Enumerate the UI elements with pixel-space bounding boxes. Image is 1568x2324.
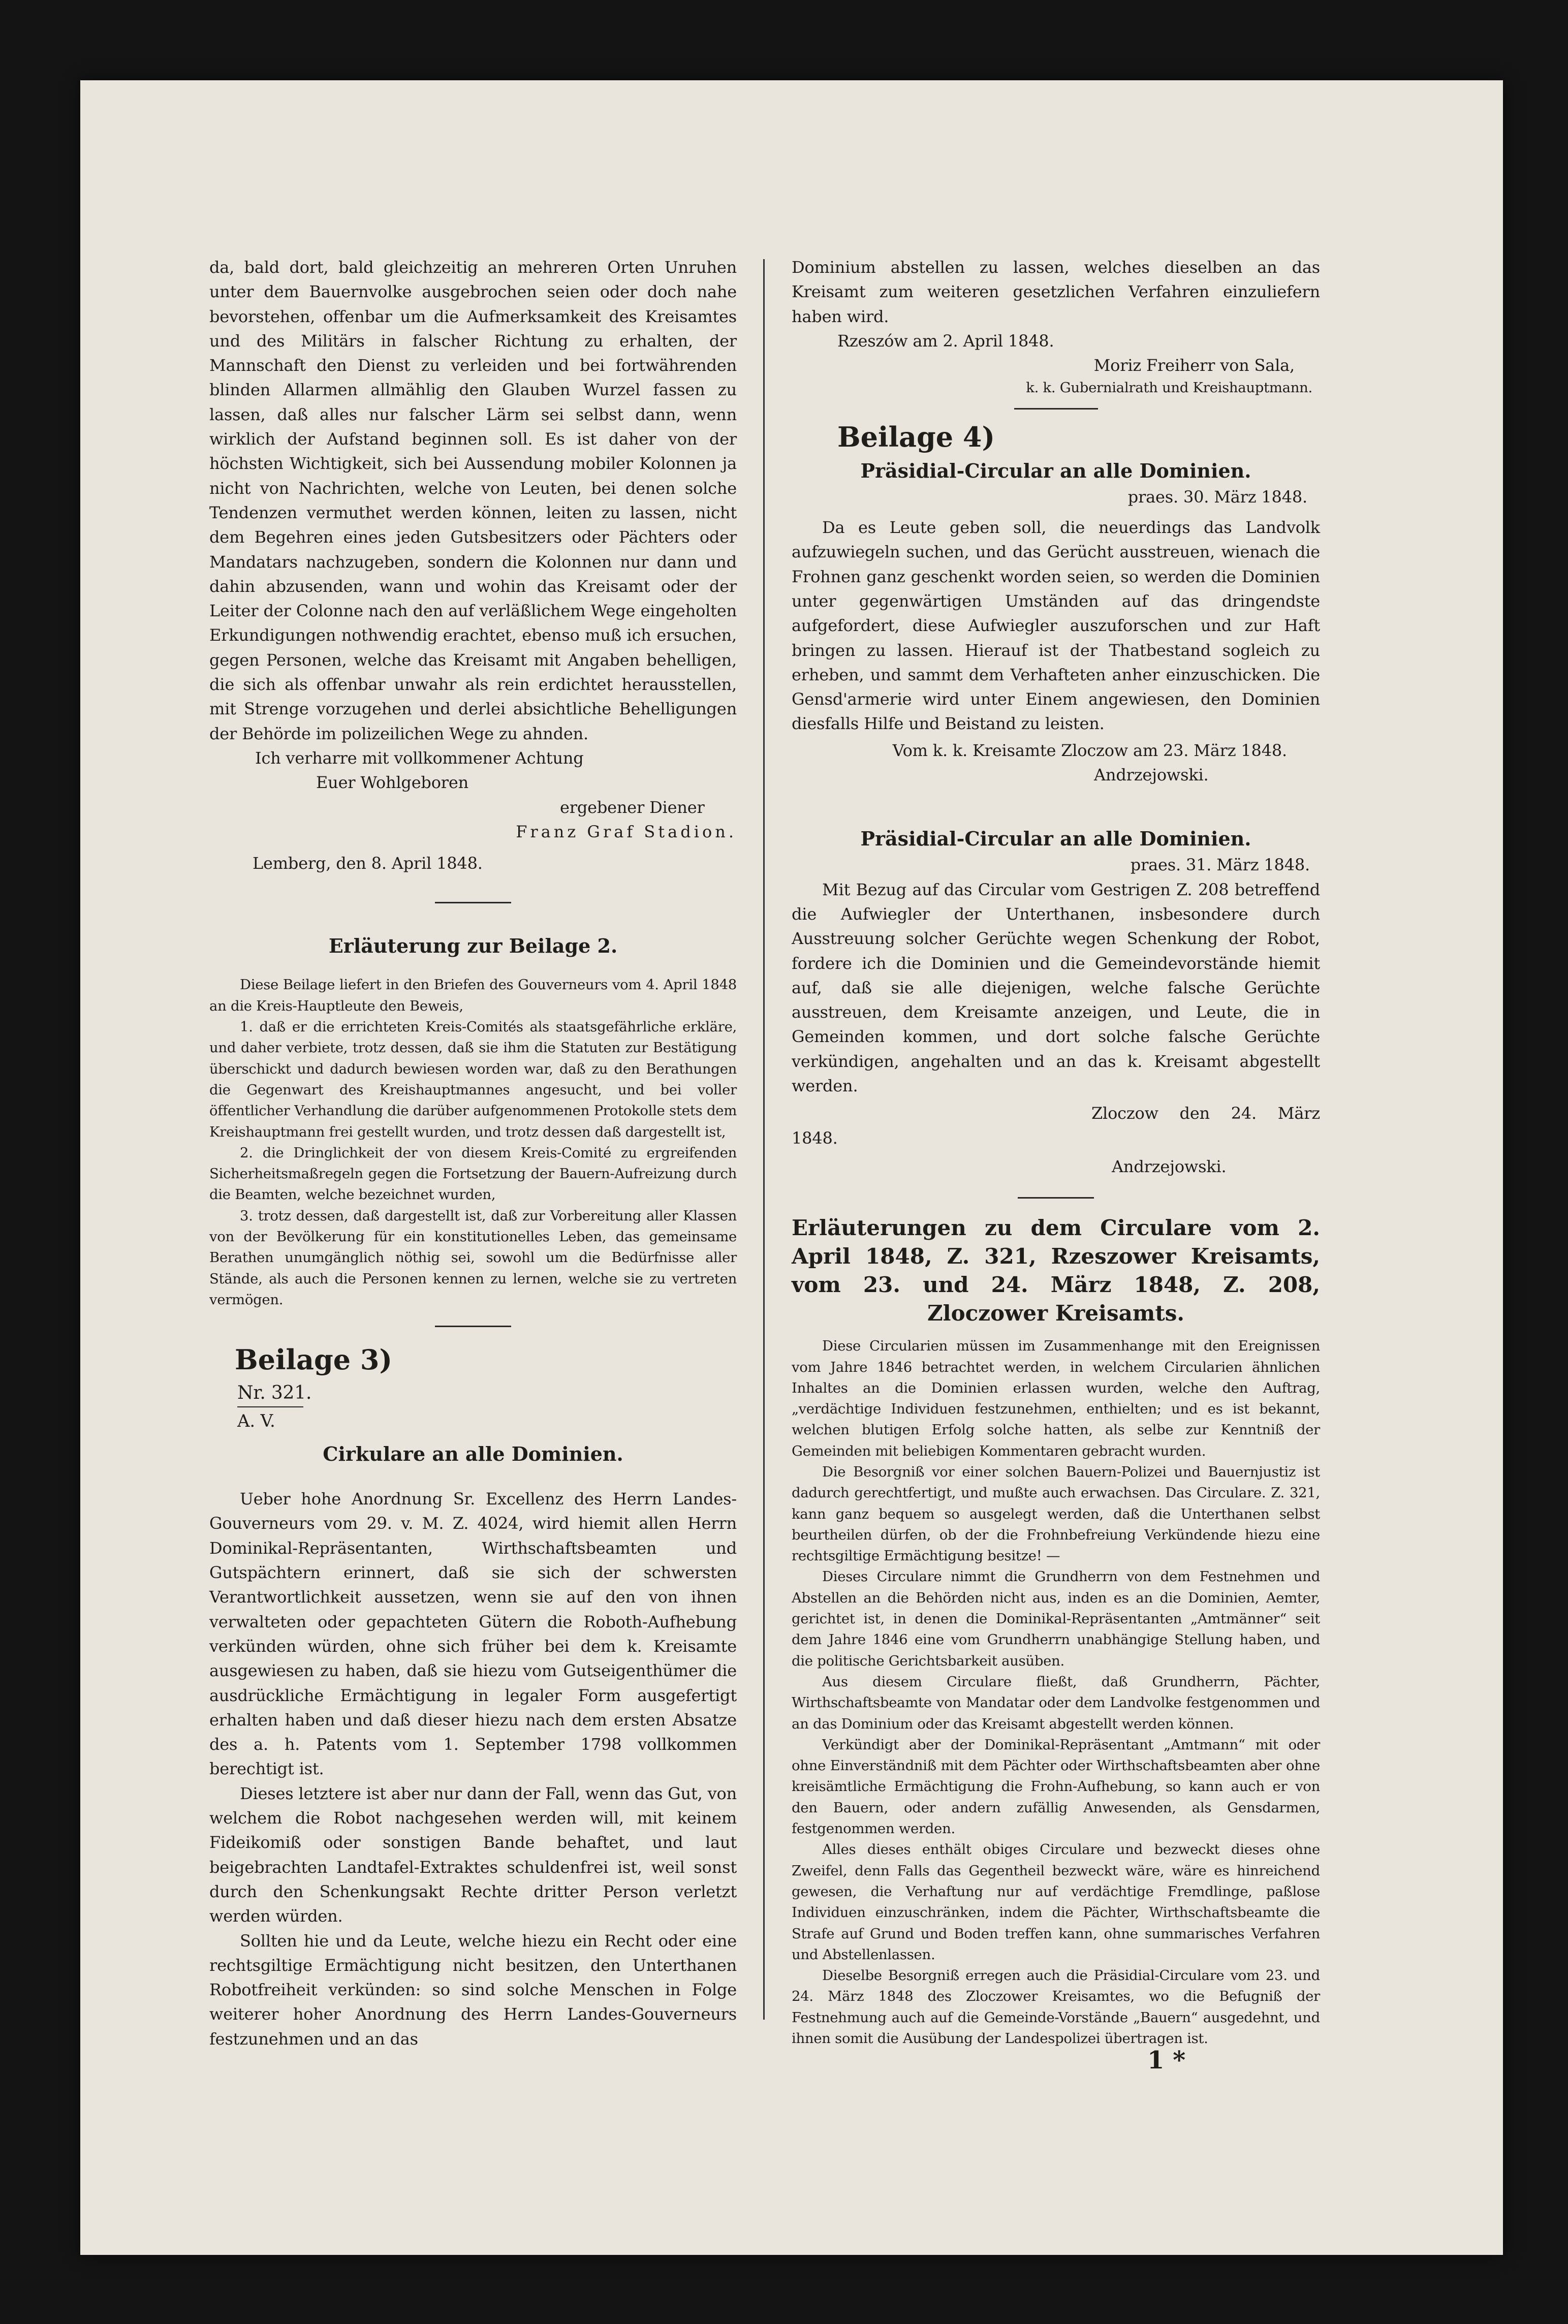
circular-2-dateline: Zloczow den 24. März 1848. [792, 1104, 1320, 1148]
circular-1-heading: Präsidial-Circular an alle Dominien. [860, 459, 1251, 482]
erlaeuterungen-paragraph-6: Alles dieses enthält obiges Circulare und bezweckt dieses ohne Zweifel, denn Falls das Gegentheil bezweckt wäre, wäre es hinreichend gewesen, die Verhaftung nur auf verdächtige Fremdlinge, paßlose Individuen einzuschränken, indem die Pächter, Wirthschaftsbeamte die Strafe auf Grund und Boden treffen kann, ohne summarisches Verfahren und Abstellenlassen. [792, 1841, 1320, 1963]
letter-salutation: Euer Wohlgeboren [316, 773, 469, 793]
circular-2-praes: praes. 31. März 1848. [1130, 855, 1310, 875]
erlaeuterungen-paragraph-1: Diese Circularien müssen im Zusammenhange mit den Ereignissen vom Jahre 1846 betrachtet werden, in welchem Circularien ähnlichen Inhaltes an die Dominien erlassen wurden, welche den Auftrag, „verdächtige Individuen festzunehmen, enthielten; und es ist bekannt, welchen blutigen Erfolg solche hatten, als selbe zur Kenntniß der Gemeinden mit beliebigen Kommentaren gebracht wurden. [792, 1338, 1320, 1459]
left-column [209, 255, 737, 2051]
erlaeuterungen-paragraph-7: Dieselbe Besorgniß erregen auch die Präsidial-Circulare vom 23. und 24. März 1848 des Zloczower Kreisamtes, wo die Befugniß der Festnehmung auch auf die Gemeinde-Vorstände „Bauern“ ausgedehnt, und ihnen somit die Ausübung der Landespolizei übertragen ist. [792, 1967, 1320, 2047]
sala-signature: Moriz Freiherr von Sala, [1093, 356, 1295, 375]
section-rule [1018, 1197, 1094, 1199]
erlaeuterungen-heading: Erläuterungen zu dem Circulare vom 2. April 1848, Z. 321, Rzeszower Kreisamts, vom 23. und 24. März 1848, Z. 208, Zloczower Kreisamts. [792, 1215, 1320, 1326]
sala-title: k. k. Gubernialrath und Kreishauptmann. [1026, 380, 1312, 396]
cirkulare-paragraph-2: Dieses letztere ist aber nur dann der Fall, wenn das Gut, von welchem die Robot nachgesehen werden will, mit keinem Fideikomiß oder sonstigen Bande behaftet, und laut beigebrachten Landtafel-Extraktes schuldenfrei ist, weil sonst durch den Schenkungsakt Rechte dritter Person verletzt werden würden. [209, 1783, 737, 1926]
erlaeuterung-paragraph: Diese Beilage liefert in den Briefen des Gouverneurs vom 4. April 1848 an die Kreis-Hauptleute den Beweis, [209, 977, 737, 1014]
letter-dateline: Lemberg, den 8. April 1848. [253, 854, 483, 873]
circular-1-body: Da es Leute geben soll, die neuerdings das Landvolk aufzuwiegeln suchen, und das Gerücht ausstreuen, wienach die Frohnen ganz geschenkt worden seien, so werden die Dominien unter gegenwärtigen Umständen auf das dringendste aufgefordert, diese Aufwiegler auszuforschen und zur Haft bringen zu lassen. Hierauf ist der Thatbestand sogleich zu erheben, und sammt dem Verhafteten anher einzuschicken. Die Gensd'armerie wird unter Einem angewiesen, den Dominien diesfalls Hilfe und Beistand zu leisten. [792, 518, 1320, 734]
cirkulare-heading: Cirkulare an alle Dominien. [323, 1442, 623, 1466]
page-number: 1 * [1147, 2046, 1186, 2075]
erlaeuterungen-paragraph-3: Dieses Circulare nimmt die Grundherrn von dem Festnehmen und Abstellen an die Behörden nicht aus, inden es an die Dominien, Aemter, gerichtet ist, in denen die Dominikal-Repräsentanten „Amtmänner“ seit dem Jahre 1846 eine vom Grundherrn unabhängige Stellung haben, und die politische Gerichtsbarkeit ausüben. [792, 1568, 1320, 1669]
beilage-4-heading: Beilage 4) [837, 420, 995, 453]
document-reference: A. V. [237, 1411, 275, 1432]
circular-1-signature: Andrzejowski. [1094, 765, 1209, 785]
circular-1-praes: praes. 30. März 1848. [1127, 487, 1307, 507]
letter-closing: Ich verharre mit vollkommener Achtung [255, 748, 584, 768]
circular-2-body: Mit Bezug auf das Circular vom Gestrigen Z. 208 betreffend die Aufwiegler der Unterthanen, insbesondere durch Ausstreuung solcher Gerüchte wegen Schenkung der Robot, fordere ich die Dominien und die Gemeindevorstände hiemit auf, daß sie alle diejenigen, welche falsche Gerüchte ausstreuen, dem Kreisamte anzeigen, und Leute, die in Gemeinden kommen, und dort solche falsche Gerüchte verkündigen, angehalten und an das k. Kreisamt abgestellt werden. [792, 880, 1320, 1096]
letter-subscription: ergebener Diener [560, 797, 705, 817]
cirkulare-paragraph-3: Sollten hie und da Leute, welche hiezu ein Recht oder eine rechtsgiltige Ermächtigung nicht besitzen, den Unterthanen Robotfreiheit verkünden: so sind solche Menschen in Folge weiterer hoher Anordnung des Herrn Landes-Gouverneurs festzunehmen und an das [209, 1931, 737, 2049]
beilage-3-heading: Beilage 3) [235, 1343, 393, 1376]
circular-1-dateline: Vom k. k. Kreisamte Zloczow am 23. März 1848. [892, 740, 1287, 760]
erlaeuterung-point-3: 3. trotz dessen, daß dargestellt ist, daß zur Vorbereitung aller Klassen von der Bevölkerung für ein konstitutionelles Leben, das gemeinsame Berathen unumgänglich nöthig sei, sowohl um die Bedürfnisse aller Stände, als auch die Personen kennen zu lernen, welche sie zu vertreten vermögen. [209, 1207, 737, 1308]
erlaeuterung-heading: Erläuterung zur Beilage 2. [328, 934, 618, 958]
section-rule [435, 902, 511, 903]
section-rule [1014, 408, 1098, 410]
continued-paragraph: Dominium abstellen zu lassen, welches dieselben an das Kreisamt zum weiteren gesetzlichen Verfahren einzuliefern haben wird. [792, 258, 1320, 326]
column-divider [763, 259, 765, 2020]
rzeszow-dateline: Rzeszów am 2. April 1848. [837, 331, 1054, 351]
letter-signature: Franz Graf Stadion. [516, 822, 737, 841]
right-column [792, 255, 1320, 2075]
erlaeuterungen-paragraph-5: Verkündigt aber der Dominikal-Repräsentant „Amtmann“ mit oder ohne Einverständniß mit dem Pächter oder Wirthschaftsbeamten aber ohne kreisämtliche Ermächtigung die Frohn-Aufhebung, so kann auch er von den Bauern, oder andern zufällig Anwesenden, als Gensdarmen, festgenommen werden. [792, 1736, 1320, 1837]
letter-body-paragraph: da, bald dort, bald gleichzeitig an mehreren Orten Unruhen unter dem Bauernvolke ausgebrochen seien oder doch nahe bevorstehen, offenbar um die Aufmerksamkeit des Kreisamtes und des Militärs in falscher Richtung zu erhalten, der Mannschaft den Dienst zu verleiden und bei fortwährenden blinden Allarmen allmählig den Glauben Wurzel fassen zu lassen, daß alles nur falscher Lärm sei selbst dann, wenn wirklich der Aufstand beginnen soll. Es ist daher von der höchsten Wichtigkeit, sich bei Aussendung mobiler Kolonnen ja nicht von Nachrichten, welche von Leuten, bei denen solche Tendenzen vermuthet werden können, leiten zu lassen, nicht dem Begehren eines jeden Gutsbesitzers oder Pächters oder Mandatars nachzugeben, sondern die Kolonnen nur dann und dahin abzusenden, wann und wohin das Kreisamt oder der Leiter der Colonne nach den auf verläßlichem Wege eingeholten Erkundigungen nothwendig erachtet, ebenso muß ich ersuchen, gegen Personen, welche das Kreisamt mit Angaben behelligen, die sich als offenbar unwahr als rein erdichtet herausstellen, mit Strenge vorzugehen und derlei absichtliche Behelligungen der Behörde im polizeilichen Wege zu ahnden. [209, 258, 737, 743]
erlaeuterung-point-2: 2. die Dringlichkeit der von diesem Kreis-Comité zu ergreifenden Sicherheitsmaßregeln gegen die Fortsetzung der Bauern-Aufreizung durch die Beamten, welche bezeichnet wurden, [209, 1144, 737, 1203]
document-number: Nr. 321. [237, 1383, 312, 1404]
cirkulare-paragraph-1: Ueber hohe Anordnung Sr. Excellenz des Herrn Landes-Gouverneurs vom 29. v. M. Z. 4024, wird hiemit allen Herrn Dominikal-Repräsentanten, Wirthschaftsbeamten und Gutspächtern erinnert, daß sie sich der schwersten Verantwortlichkeit aussetzen, wenn sie auf den von ihnen verwalteten oder gepachteten Gütern die Roboth-Aufhebung verkünden würden, ohne sich früher bei dem k. Kreisamte ausgewiesen zu haben, daß sie hiezu vom Gutseigenthümer die ausdrückliche Ermächtigung in legaler Form ausgefertigt erhalten haben und daß dieser hiezu nach dem ersten Absatze des a. h. Patents vom 1. September 1798 vollkommen berechtigt ist. [209, 1489, 737, 1779]
circular-2-heading: Präsidial-Circular an alle Dominien. [860, 827, 1251, 851]
circular-2-signature: Andrzejowski. [1112, 1156, 1227, 1176]
erlaeuterungen-paragraph-4: Aus diesem Circulare fließt, daß Grundherrn, Pächter, Wirthschaftsbeamte von Mandatar oder dem Landvolke festgenommen und an das Dominium oder das Kreisamt abgestellt werden können. [792, 1673, 1320, 1732]
section-rule [435, 1326, 511, 1327]
erlaeuterung-point-1: 1. daß er die errichteten Kreis-Comités als staatsgefährliche erkläre, und daher verbiete, trotz dessen, daß sie ihm die Statuten zur Bestätigung überschickt und dadurch bewiesen worden war, daß zu den Berathungen die Gegenwart des Kreishauptmannes angesucht, und bei voller öffentlicher Verhandlung die darüber aufgenommenen Protokolle stets dem Kreishauptmann frei gestellt wurden, und trotz dessen daß dargestellt ist, [209, 1019, 737, 1140]
erlaeuterungen-paragraph-2: Die Besorgniß vor einer solchen Bauern-Polizei und Bauernjustiz ist dadurch gerechtfertigt, und mußte auch erwachsen. Das Circulare. Z. 321, kann ganz bequem so ausgelegt werden, daß die Unterthanen selbst beurtheilen dürfen, ob der die Frohnbefreiung Verkündende hiezu eine rechtsgiltige Ermächtigung besitze! — [792, 1463, 1320, 1564]
